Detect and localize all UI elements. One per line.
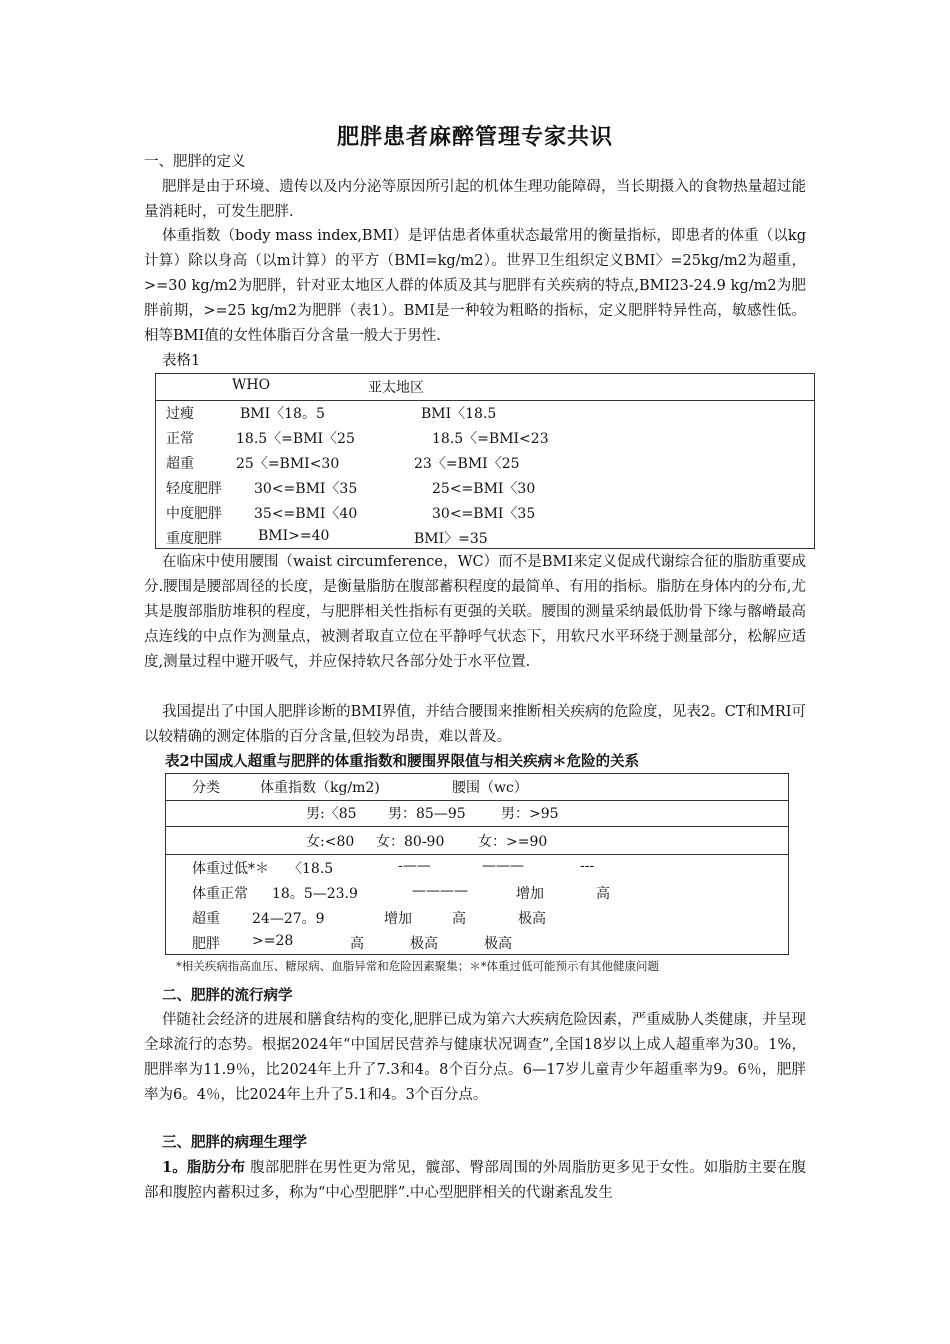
row-label: 超重 bbox=[166, 456, 194, 472]
section3-para bbox=[144, 1155, 806, 1206]
asia-value: 18.5〈=BMI<23 bbox=[432, 431, 549, 447]
male-range-2: 男：85—95 bbox=[388, 806, 466, 822]
header-bmi: 体重指数（kg/m2) bbox=[260, 780, 380, 796]
fat-distribution-text: 腹部肥胖在男性更为常见，髋部、臀部周围的外周脂肪更多见于女性。如脂肪主要在腹部和腹腔内蓄积过多，称为“中心型肥胖”.中心型肥胖相关的代谢紊乱发生 bbox=[144, 1160, 807, 1201]
page-title: 肥胖患者麻醉管理专家共识 bbox=[336, 124, 613, 150]
divider bbox=[166, 854, 788, 855]
asia-value: 23〈=BMI〈25 bbox=[414, 456, 520, 472]
bmi-value: 〈18.5 bbox=[288, 861, 334, 877]
china-bmi-paragraph: 我国提出了中国人肥胖诊断的BMI界值，并结合腰围来推断相关疾病的危险度，见表2。CT和MRI可以较精确的测定体脂的百分含量,但较为昂贵，难以普及。 bbox=[144, 704, 806, 745]
risk-cell: --- bbox=[580, 858, 595, 874]
bmi-waist-risk-table bbox=[165, 773, 789, 955]
asia-value: 25<=BMI〈30 bbox=[432, 481, 536, 497]
risk-cell: ——— bbox=[482, 858, 524, 874]
section2-heading: 二、肥胖的流行病学 bbox=[162, 987, 293, 1004]
section1-para2: 体重指数（body mass index,BMI）是评估患者体重状态最常用的衡量指标，即患者的体重（以kg计算）除以身高（以m计算）的平方（BMI=kg/m2）。世界卫生组织定义BMI〉=25kg/m2为超重，>=30 kg/m2为肥胖，针对亚太地区人群的体质及其与肥胖有关疾病的特点,BMI23-24.9 kg/m2为肥胖前期，>=25 kg/m2为肥胖（表1）。BMI是一种较为粗略的指标，定义肥胖特异性高，敏感性低。相等BMI值的女性体脂百分含量一般大于男性. bbox=[144, 228, 806, 344]
who-value: 30<=BMI〈35 bbox=[254, 481, 358, 497]
header-waist: 腰围（wc） bbox=[452, 780, 528, 796]
header-asia-pacific: 亚太地区 bbox=[368, 380, 424, 396]
risk-cell: 高 bbox=[596, 886, 610, 902]
risk-cell: 增加 bbox=[384, 911, 412, 927]
risk-cell: ———— bbox=[412, 883, 468, 899]
risk-cell: 极高 bbox=[484, 936, 512, 952]
table2-footnote: *相关疾病指高血压、糖尿病、血脂异常和危险因素聚集；＊*体重过低可能预示有其他健康问题 bbox=[176, 959, 659, 973]
waist-paragraph: 在临床中使用腰围（waist circumference，WC）而不是BMI来定义促成代谢综合征的脂肪重要成分.腰围是腰部周径的长度，是衡量脂肪在腹部蓄积程度的最简单、有用的指标。脂肪在身体内的分布,尤其是腹部脂肪堆积的程度，与肥胖相关性指标有更强的关联。腰围的测量采纳最低肋骨下缘与髂嵴最高点连线的中点作为测量点，被测者取直立位在平静呼气状态下，用软尺水平环绕于测量部分，松解应适度,测量过程中避开吸气，并应保持软尺各部分处于水平位置. bbox=[144, 554, 806, 670]
who-value: 35<=BMI〈40 bbox=[254, 506, 358, 522]
table1-caption: 表格1 bbox=[162, 353, 201, 369]
who-value: 25〈=BMI<30 bbox=[236, 456, 340, 472]
bmi-value: 24—27。9 bbox=[252, 911, 325, 927]
asia-value: BMI〉=35 bbox=[414, 531, 488, 547]
risk-cell: 增加 bbox=[516, 886, 544, 902]
bmi-value: 18。5—23.9 bbox=[272, 886, 358, 902]
row-label: 正常 bbox=[166, 431, 194, 447]
row-label: 中度肥胖 bbox=[166, 506, 222, 522]
divider bbox=[166, 800, 788, 801]
table2-caption: 表2中国成人超重与肥胖的体重指数和腰围界限值与相关疾病＊危险的关系 bbox=[165, 753, 640, 770]
row-label: 体重过低*＊ bbox=[192, 861, 269, 877]
who-value: BMI〈18。5 bbox=[240, 406, 325, 422]
header-who: WHO bbox=[232, 377, 271, 393]
female-range-1: 女:<80 bbox=[306, 834, 355, 850]
section2-para: 伴随社会经济的进展和膳食结构的变化,肥胖已成为第六大疾病危险因素，严重威胁人类健康，并呈现全球流行的态势。根据2024年“中国居民营养与健康状况调查”,全国18岁以上成人超重率为30。1%，肥胖率为11.9％，比2024年上升了7.3和4。8个百分点。6—17岁儿童青少年超重率为9。6％，肥胖率为6。4％，比2024年上升了5.1和4。3个百分点。 bbox=[144, 1012, 806, 1103]
section1-para1: 肥胖是由于环境、遗传以及内分泌等原因所引起的机体生理功能障碍，当长期摄入的食物热量超过能量消耗时，可发生肥胖. bbox=[144, 179, 806, 220]
row-label: 重度肥胖 bbox=[166, 531, 222, 547]
male-range-3: 男：>95 bbox=[501, 806, 559, 822]
divider bbox=[166, 826, 788, 827]
male-range-1: 男:〈85 bbox=[306, 806, 357, 822]
female-range-2: 女：80-90 bbox=[376, 834, 445, 850]
risk-cell: 高 bbox=[452, 911, 466, 927]
bmi-value: >=28 bbox=[252, 933, 294, 949]
fat-distribution-label: 1。脂肪分布 bbox=[162, 1159, 246, 1176]
who-value: 18.5〈=BMI〈25 bbox=[236, 431, 355, 447]
row-label: 过瘦 bbox=[166, 406, 194, 422]
row-label: 轻度肥胖 bbox=[166, 481, 222, 497]
header-category: 分类 bbox=[192, 780, 220, 796]
bmi-table bbox=[155, 373, 815, 549]
row-label: 超重 bbox=[192, 911, 220, 927]
who-value: BMI>=40 bbox=[258, 528, 330, 544]
risk-cell: 极高 bbox=[410, 936, 438, 952]
row-label: 体重正常 bbox=[192, 886, 248, 902]
asia-value: 30<=BMI〈35 bbox=[432, 506, 536, 522]
female-range-3: 女：>=90 bbox=[478, 834, 548, 850]
section3-heading: 三、肥胖的病理生理学 bbox=[162, 1134, 307, 1151]
risk-cell: 极高 bbox=[518, 911, 546, 927]
section1-heading: 一、肥胖的定义 bbox=[144, 154, 246, 170]
risk-cell: -—— bbox=[398, 858, 431, 874]
bmi-table-header bbox=[156, 374, 814, 401]
risk-cell: 高 bbox=[350, 936, 364, 952]
asia-value: BMI〈18.5 bbox=[421, 406, 497, 422]
row-label: 肥胖 bbox=[192, 936, 220, 952]
